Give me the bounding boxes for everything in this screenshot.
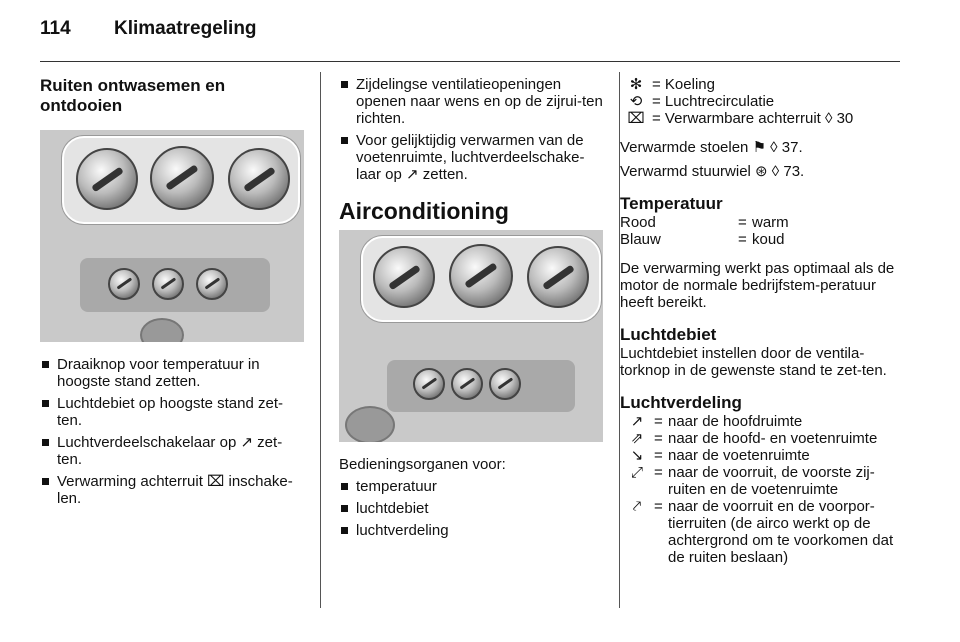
symbol-legend: [620, 76, 902, 127]
temperature-knob: [373, 246, 435, 308]
temperature-color: Rood: [620, 214, 656, 231]
temperature-meaning: koud: [752, 231, 785, 248]
symbol-row-rear-window: [620, 110, 902, 127]
recirculation-icon: ⟲: [629, 93, 643, 110]
column-1: [40, 76, 304, 507]
distribution-text: naar de voorruit en de voorpor-tierruiten (de airco werkt op de achtergrond om te voorkomen dat de ruiten beslaan): [668, 498, 894, 566]
equals-sign: =: [654, 464, 663, 481]
temperature-knob: [76, 148, 138, 210]
distribution-row: [620, 464, 902, 498]
column-3: [620, 76, 902, 566]
zoom-callout: [62, 136, 300, 224]
distribution-row: [620, 498, 902, 566]
list-item: Luchtdebiet op hoogste stand zet-ten.: [40, 395, 304, 429]
small-temperature-knob: [108, 268, 140, 300]
controls-list: [339, 478, 603, 539]
airconditioning-heading: Airconditioning: [339, 198, 509, 224]
distribution-text: naar de hoofd- en voetenruimte: [668, 430, 878, 447]
distribution-row: [620, 447, 902, 464]
temperature-meaning: warm: [752, 214, 789, 231]
symbol-row-cooling: [620, 76, 902, 93]
vent-steps: [339, 76, 603, 183]
column-2: [339, 76, 603, 539]
airflow-text: Luchtdebiet instellen door de ventila-torknop in de gewenste stand te zet-ten.: [620, 345, 887, 379]
equals-sign: =: [738, 214, 747, 231]
small-distribution-knob: [489, 368, 521, 400]
heated-seats-line: Verwarmde stoelen ⚑ ◊ 37.: [620, 139, 803, 156]
list-item: temperatuur: [339, 478, 603, 495]
temperature-table: [620, 214, 902, 248]
distribution-knob: [527, 246, 589, 308]
symbol-text: = Verwarmbare achterruit ◊ 30: [652, 110, 854, 127]
defrost-steps: [40, 356, 304, 507]
symbol-text: = Koeling: [652, 76, 715, 93]
air-distribution-heading: Luchtverdeling: [620, 393, 742, 412]
small-temperature-knob: [413, 368, 445, 400]
airflow-heading: Luchtdebiet: [620, 325, 717, 344]
page-header: [40, 18, 900, 48]
column-divider-1: [320, 72, 321, 608]
distribution-row: [620, 430, 902, 447]
distribution-row: [620, 413, 902, 430]
distribution-text: naar de hoofdruimte: [668, 413, 803, 430]
airflow-windscreen-icon: ⤤: [632, 498, 642, 515]
list-item: Draaiknop voor temperatuur in hoogste stand zetten.: [40, 356, 304, 390]
fan-knob: [150, 146, 214, 210]
list-item: Verwarming achterruit ⌧ inschake-len.: [40, 473, 304, 507]
temperature-row: [620, 231, 902, 248]
airflow-head-feet-icon: ⇗: [630, 430, 644, 447]
side-vent: [345, 406, 395, 442]
zoom-callout: [361, 236, 601, 322]
heated-steering-line: Verwarmd stuurwiel ⊛ ◊ 73.: [620, 163, 805, 180]
list-item: luchtverdeling: [339, 522, 603, 539]
rear-window-heating-icon: ⌧: [627, 110, 645, 127]
small-fan-knob: [152, 268, 184, 300]
temperature-color: Blauw: [620, 231, 661, 248]
defrost-heading: Ruiten ontwasemen en ontdooien: [40, 76, 226, 115]
fan-knob: [449, 244, 513, 308]
temperature-note: De verwarming werkt pas optimaal als de motor de normale bedrijfstem-peratuur heeft bereikt.: [620, 260, 895, 311]
distribution-text: naar de voorruit, de voorste zij-ruiten en de voetenruimte: [668, 464, 875, 498]
list-item: luchtdebiet: [339, 500, 603, 517]
list-item: Zijdelingse ventilatieopeningen openen naar wens en op de zijrui-ten richten.: [339, 76, 603, 127]
distribution-text: naar de voetenruimte: [668, 447, 810, 464]
snowflake-icon: ✻: [629, 76, 643, 93]
list-item: Voor gelijktijdig verwarmen van de voetenruimte, luchtverdeelschake-laar op ↗ zetten.: [339, 132, 603, 183]
airflow-feet-icon: ↘: [630, 447, 644, 464]
controls-intro: Bedieningsorganen voor:: [339, 456, 506, 473]
list-item: Luchtverdeelschakelaar op ↗ zet-ten.: [40, 434, 304, 468]
symbol-text: = Luchtrecirculatie: [652, 93, 775, 110]
air-distribution-table: [620, 413, 902, 566]
heater-controls-figure: [40, 130, 304, 342]
airflow-windscreen-feet-icon: ⤢: [630, 464, 643, 481]
distribution-knob: [228, 148, 290, 210]
center-vent: [140, 318, 184, 342]
airflow-head-icon: ↗: [630, 413, 644, 430]
equals-sign: =: [654, 447, 663, 464]
temperature-heading: Temperatuur: [620, 194, 723, 213]
symbol-row-recirculation: [620, 93, 902, 110]
header-rule: [40, 61, 900, 62]
small-distribution-knob: [196, 268, 228, 300]
page-title: Klimaatregeling: [114, 18, 257, 39]
airco-controls-figure: [339, 230, 603, 442]
equals-sign: =: [654, 430, 663, 447]
small-fan-knob: [451, 368, 483, 400]
equals-sign: =: [738, 231, 747, 248]
temperature-row: [620, 214, 902, 231]
equals-sign: =: [654, 498, 663, 515]
equals-sign: =: [654, 413, 663, 430]
page-number: 114: [40, 18, 71, 39]
